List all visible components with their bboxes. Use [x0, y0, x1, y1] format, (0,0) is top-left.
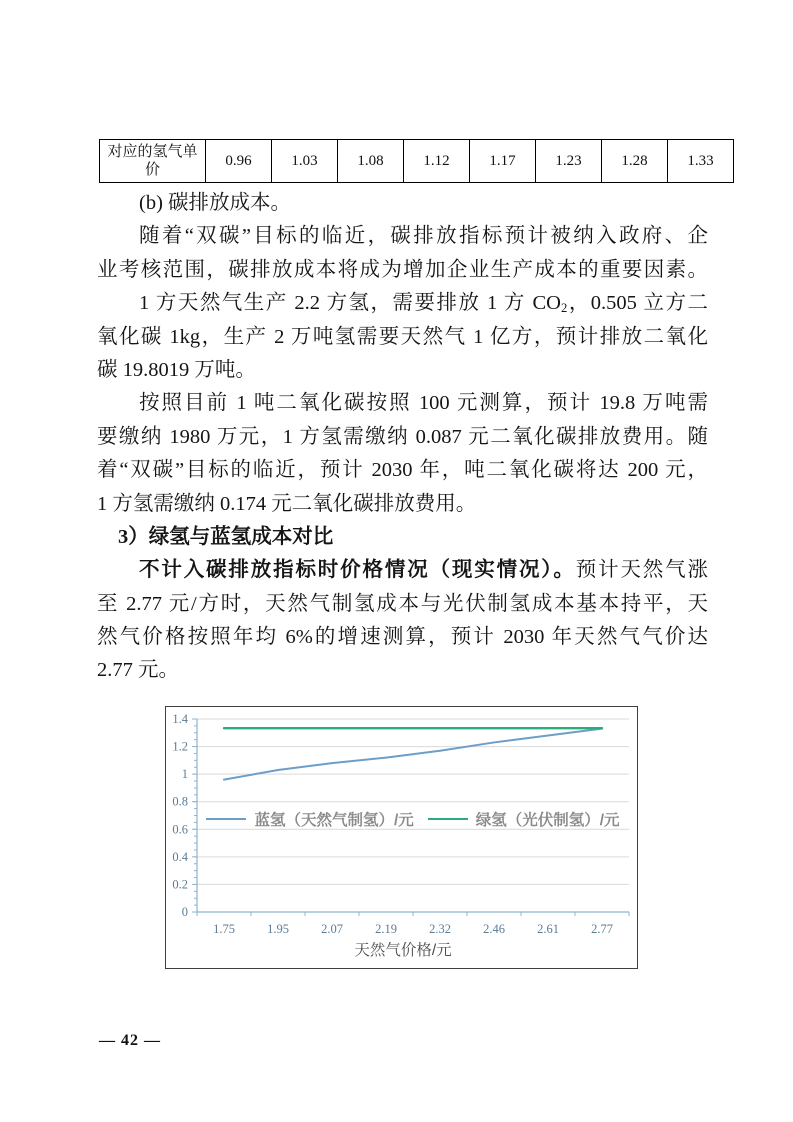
y-tick-label: 0.2: [172, 877, 188, 892]
x-tick-label: 2.46: [483, 922, 505, 936]
table-cell: 1.08: [338, 140, 404, 183]
text-segment: 按照目前 1 吨二氧化碳按照 100 元测算，预计 19.8 万吨需: [139, 392, 708, 415]
x-axis-title: 天然气价格/元: [354, 942, 452, 959]
text-segment: 碳 19.8019 万吨。: [97, 358, 256, 381]
cost-comparison-chart: [165, 706, 638, 969]
text-line: [97, 354, 708, 387]
text-line: [97, 220, 708, 253]
text-line: [97, 588, 708, 621]
y-tick-label: 1.4: [172, 712, 188, 726]
table-row: [100, 140, 734, 183]
text-line: [97, 621, 708, 654]
table-cell: 1.03: [272, 140, 338, 183]
y-tick-label: 0.8: [172, 794, 188, 809]
text-segment: 1 方氢需缴纳 0.174 元二氧化碳排放费用。: [97, 492, 477, 515]
legend-label: 绿氢（光伏制氢）/元: [475, 812, 620, 829]
text-line: [97, 488, 708, 521]
table-cell: 1.28: [602, 140, 668, 183]
text-line: [97, 254, 708, 287]
text-segment: 2: [560, 301, 568, 316]
x-tick-label: 1.75: [213, 922, 235, 936]
text-line: [97, 421, 708, 454]
table-cell: 1.12: [404, 140, 470, 183]
x-tick-label: 2.07: [321, 922, 343, 936]
chart-plot-area: [166, 707, 637, 968]
table-cell: 1.17: [470, 140, 536, 183]
table-cell: 1.33: [668, 140, 734, 183]
x-tick-label: 2.77: [591, 922, 613, 936]
table-cell: 1.23: [536, 140, 602, 183]
text-segment: (b) 碳排放成本。: [139, 192, 292, 214]
text-segment: 业考核范围，碳排放成本将成为增加企业生产成本的重要因素。: [97, 258, 708, 281]
text-line: [97, 654, 708, 687]
text-segment: ，0.505 立方二: [567, 292, 708, 315]
text-segment: 不计入碳排放指标时价格情况（现实情况）。: [139, 559, 576, 582]
x-tick-label: 2.61: [537, 922, 559, 936]
x-tick-label: 2.32: [429, 922, 451, 936]
legend-item: [206, 808, 413, 830]
text-segment: 随着“双碳”目标的临近，碳排放指标预计被纳入政府、企: [139, 225, 708, 248]
chart-legend: [197, 807, 629, 831]
table-row-header: 对应的氢气单价: [100, 140, 206, 183]
y-tick-label: 0: [181, 905, 188, 919]
legend-label: 蓝氢（天然气制氢）/元: [254, 812, 414, 829]
x-tick-label: 2.19: [375, 922, 397, 936]
y-tick-label: 0.6: [172, 822, 188, 837]
series-line-0: [224, 729, 602, 780]
y-tick-label: 1: [181, 767, 188, 782]
text-line: [97, 454, 708, 487]
legend-line-swatch: [428, 818, 468, 820]
text-line: [97, 554, 708, 587]
text-line: [97, 287, 708, 320]
text-segment: 然气价格按照年均 6%的增速测算，预计 2030 年天然气气价达: [97, 626, 708, 649]
text-segment: 至 2.77 元/方时，天然气制氢成本与光伏制氢成本基本持平，天: [97, 592, 708, 615]
text-segment: 预计天然气涨: [575, 559, 708, 582]
text-line: [97, 187, 708, 220]
legend-line-swatch: [206, 818, 246, 820]
text-segment: 3）绿氢与蓝氢成本对比: [118, 525, 334, 548]
text-segment: 2.77 元。: [97, 659, 179, 682]
legend-item: [428, 808, 620, 830]
text-segment: 要缴纳 1980 万元，1 方氢需缴纳 0.087 元二氧化碳排放费用。随: [97, 425, 708, 448]
text-segment: 氧化碳 1kg，生产 2 万吨氢需要天然气 1 亿方，预计排放二氧化: [97, 325, 708, 348]
x-tick-label: 1.95: [267, 922, 289, 936]
y-tick-label: 1.2: [172, 739, 188, 754]
text-line: [97, 521, 708, 554]
table-cell: 0.96: [206, 140, 272, 183]
text-line: [97, 321, 708, 354]
y-tick-label: 0.4: [172, 849, 188, 864]
hydrogen-price-table: [99, 139, 734, 183]
text-segment: 着“双碳”目标的临近，预计 2030 年，吨二氧化碳将达 200 元，: [97, 459, 708, 482]
page-number: — 42 —: [99, 1032, 161, 1049]
text-segment: 1 方天然气生产 2.2 方氢，需要排放 1 方 CO: [139, 292, 561, 315]
text-line: [97, 387, 708, 420]
body-text: [97, 187, 708, 688]
